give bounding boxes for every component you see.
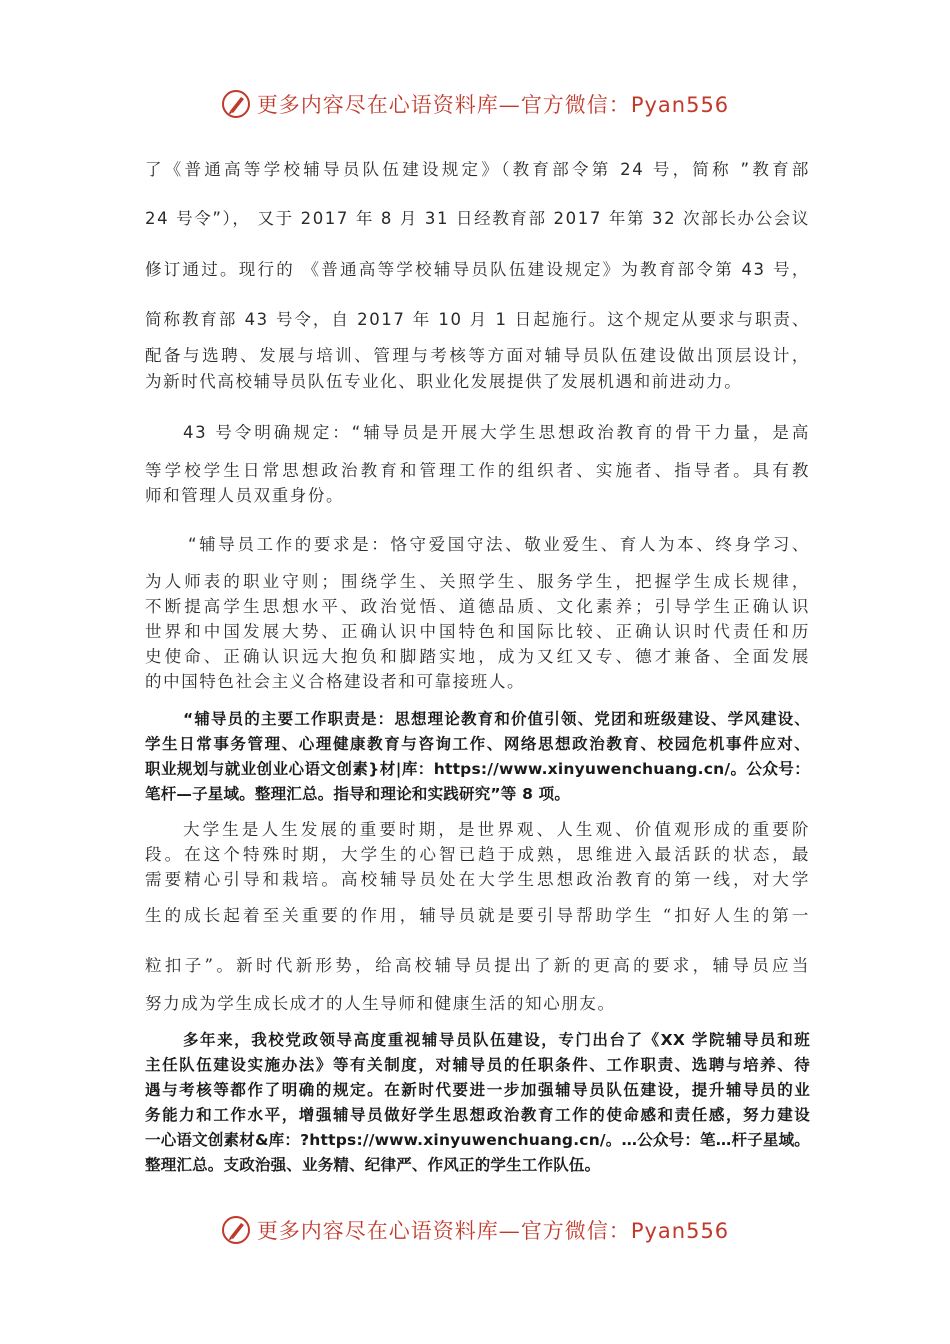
text-line: 为新时代高校辅导员队伍专业化、职业化发展提供了发展机遇和前进动力。 — [145, 372, 743, 391]
text-line: 等学校学生日常思想政治教育和管理工作的组织者、实施者、指导者。具有教 — [145, 461, 810, 480]
text-line: 大学生是人生发展的重要时期，是世界观、人生观、价值观形成的重要阶 — [183, 820, 810, 839]
text-line: 段。在这个特殊时期，大学生的心智已趋于成熟，思维进入最活跃的状态，最 — [145, 845, 810, 864]
text-line: 修订通过。现行的 《普通高等学校辅导员队伍建设规定》为教育部令第 43 号， — [145, 260, 810, 279]
text-line: 粒扣子”。新时代新形势，给高校辅导员提出了新的更高的要求，辅导员应当 — [145, 956, 810, 975]
text-line: 为人师表的职业守则；围绕学生、关照学生、服务学生，把握学生成长规律， — [145, 572, 810, 591]
pen-logo-icon — [221, 1215, 251, 1245]
text-line: “辅导员的主要工作职责是：思想理论教育和价值引领、党团和班级建设、学风建设、 — [183, 710, 810, 728]
text-line: 遇与考核等都作了明确的规定。在新时代要进一步加强辅导员队伍建设，提升辅导员的业 — [145, 1081, 810, 1099]
text-line: 整理汇总。支政治强、业务精、纪律严、作风正的学生工作队伍。 — [145, 1156, 601, 1174]
text-line: 24 号令”）， 又于 2017 年 8 月 31 日经教育部 2017 年第 32 次部长办公会议 — [145, 209, 810, 228]
header-banner — [0, 84, 950, 124]
text-line: 不断提高学生思想水平、政治觉悟、道德品质、文化素养；引导学生正确认识 — [145, 597, 810, 616]
text-line: 务能力和工作水平，增强辅导员做好学生思想政治教育工作的使命感和责任感，努力建设 — [145, 1106, 810, 1124]
text-line: 简称教育部 43 号令，自 2017 年 10 月 1 日起施行。这个规定从要求与职责、 — [145, 310, 810, 329]
text-line: 生的成长起着至关重要的作用，辅导员就是要引导帮助学生 “扣好人生的第一 — [145, 906, 810, 925]
text-line: “辅导员工作的要求是：恪守爱国守法、敬业爱生、育人为本、终身学习、 — [188, 535, 810, 554]
text-line: 一心语文创素材&库：?https://www.xinyuwenchuang.cn/。…公众号：笔…杆子星域。 — [145, 1131, 810, 1149]
text-line: 职业规划与就业创业心语文创素}材|库：https://www.xinyuwenchuang.cn/。公众号： — [145, 760, 810, 778]
text-line: 多年来，我校党政领导高度重视辅导员队伍建设，专门出台了《XX 学院辅导员和班 — [183, 1031, 810, 1049]
text-line: 史使命、正确认识远大抱负和脚踏实地，成为又红又专、德才兼备、全面发展 — [145, 647, 810, 666]
text-line: 的中国特色社会主义合格建设者和可靠接班人。 — [145, 672, 526, 691]
text-line: 学生日常事务管理、心理健康教育与咨询工作、网络思想政治教育、校园危机事件应对、 — [145, 735, 810, 753]
text-line: 了《普通高等学校辅导员队伍建设规定》（教育部令第 24 号，简称 ”教育部 — [145, 160, 810, 179]
text-line: 43 号令明确规定：“辅导员是开展大学生思想政治教育的骨干力量，是高 — [183, 423, 810, 442]
text-line: 主任队伍建设实施办法》等有关制度，对辅导员的任职条件、工作职责、选聘与培养、待 — [145, 1056, 810, 1074]
footer-banner — [0, 1210, 950, 1250]
pen-logo-icon — [221, 89, 251, 119]
text-line: 世界和中国发展大势、正确认识中国特色和国际比较、正确认识时代责任和历 — [145, 622, 810, 641]
text-line: 需要精心引导和栽培。高校辅导员处在大学生思想政治教育的第一线，对大学 — [145, 870, 810, 889]
text-line: 配备与选聘、发展与培训、管理与考核等方面对辅导员队伍建设做出顶层设计， — [145, 346, 810, 365]
text-line: 笔杆—子星域。整理汇总。指导和理论和实践研究”等 8 项。 — [145, 785, 571, 803]
text-line: 师和管理人员双重身份。 — [145, 486, 345, 505]
banner-text: 更多内容尽在心语资料库—官方微信：Pyan556 — [256, 93, 730, 117]
banner-text: 更多内容尽在心语资料库—官方微信：Pyan556 — [256, 1219, 730, 1243]
text-line: 努力成为学生成长成才的人生导师和健康生活的知心朋友。 — [145, 994, 616, 1013]
